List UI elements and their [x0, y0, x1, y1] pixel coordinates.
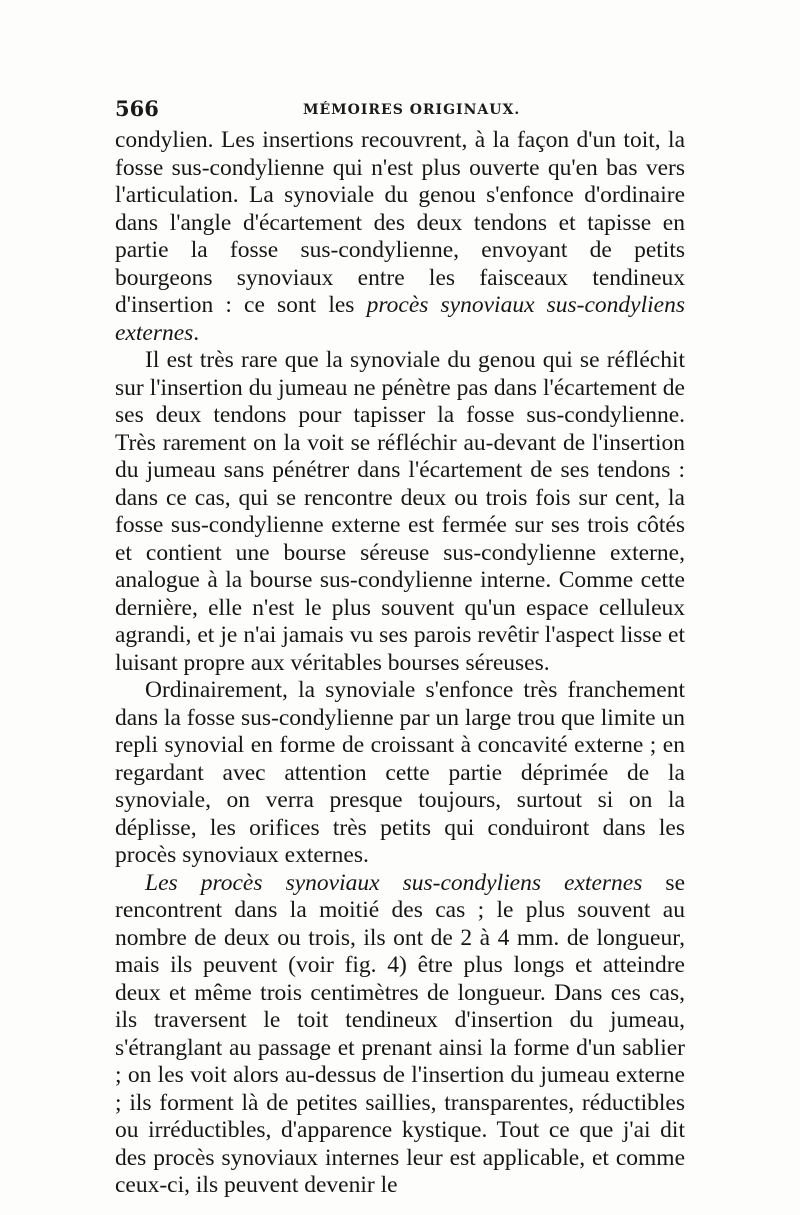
paragraph-3 — [115, 677, 685, 870]
paragraph-2-text: Il est très rare que la synoviale du genou qui se réfléchit sur l'insertion du jumeau ne pénètre pas dans l'écartement de ses deux tendons pour tapisser la fosse sus-condylienne. Très rarement on la voit se réfléchir au-devant de l'insertion du jumeau sans pénétrer dans l'écartement de ses tendons : dans ce cas, qui se rencontre deux ou trois fois sur cent, la fosse sus-condylienne externe est fermée sur ses trois côtés et contient une bourse séreuse sus-condylienne externe, analogue à la bourse sus-condylienne interne. Comme cette dernière, elle n'est le plus souvent qu'un espace celluleux agrandi, et je n'ai jamais vu ses parois revêtir l'aspect lisse et luisant propre aux véritables bourses séreuses. — [115, 347, 685, 676]
body-text — [115, 127, 685, 1200]
paragraph-4 — [115, 870, 685, 1200]
paragraph-2 — [115, 347, 685, 677]
paragraph-4-end: se rencontrent dans la moitié des cas ; le plus souvent au nombre de deux ou trois, ils ont de 2 à 4 mm. de longueur, mais ils peuvent (voir fig. 4) être plus longs et atteindre deux et même trois centimètres de longueur. Dans ces cas, ils traversent le toit tendineux d'insertion du jumeau, s'étranglant au passage et prenant ainsi la forme d'un sablier ; on les voit alors au-dessus de l'insertion du jumeau externe ; ils forment là de petites saillies, transparentes, réductibles ou irréductibles, d'apparence kystique. Tout ce que j'ai dit des procès synoviaux internes leur est applicable, et comme ceux-ci, ils peuvent devenir le — [115, 869, 685, 1198]
paragraph-4-italic: Les procès synoviaux sus-condyliens externes — [145, 869, 643, 896]
paragraph-1-italic: procès synoviaux sus-condyliens externes — [115, 292, 685, 346]
page-number: 566 — [115, 96, 159, 121]
page-header — [115, 96, 685, 124]
paragraph-1 — [115, 127, 685, 347]
paragraph-1-text: condylien. Les insertions recouvrent, à la façon d'un toit, la fosse sus-condylienne qui n'est plus ouverte qu'en bas vers l'articulation. La synoviale du genou s'enfonce d'ordinaire dans l'angle d'écartement des deux tendons et tapisse en partie la fosse sus-condylienne, envoyant de petits bourgeons synoviaux entre les faisceaux tendineux d'insertion : ce sont les — [115, 127, 685, 318]
paragraph-3-text: Ordinairement, la synoviale s'enfonce très franchement dans la fosse sus-condylienne par un large trou que limite un repli synovial en forme de croissant à concavité externe ; en regardant avec attention cette partie déprimée de la synoviale, on verra presque toujours, surtout si on la déplisse, les orifices très petits qui conduiront dans les procès synoviaux externes. — [115, 677, 685, 868]
running-title: MÉMOIRES ORIGINAUX. — [303, 102, 521, 118]
paragraph-1-end: . — [193, 319, 200, 346]
